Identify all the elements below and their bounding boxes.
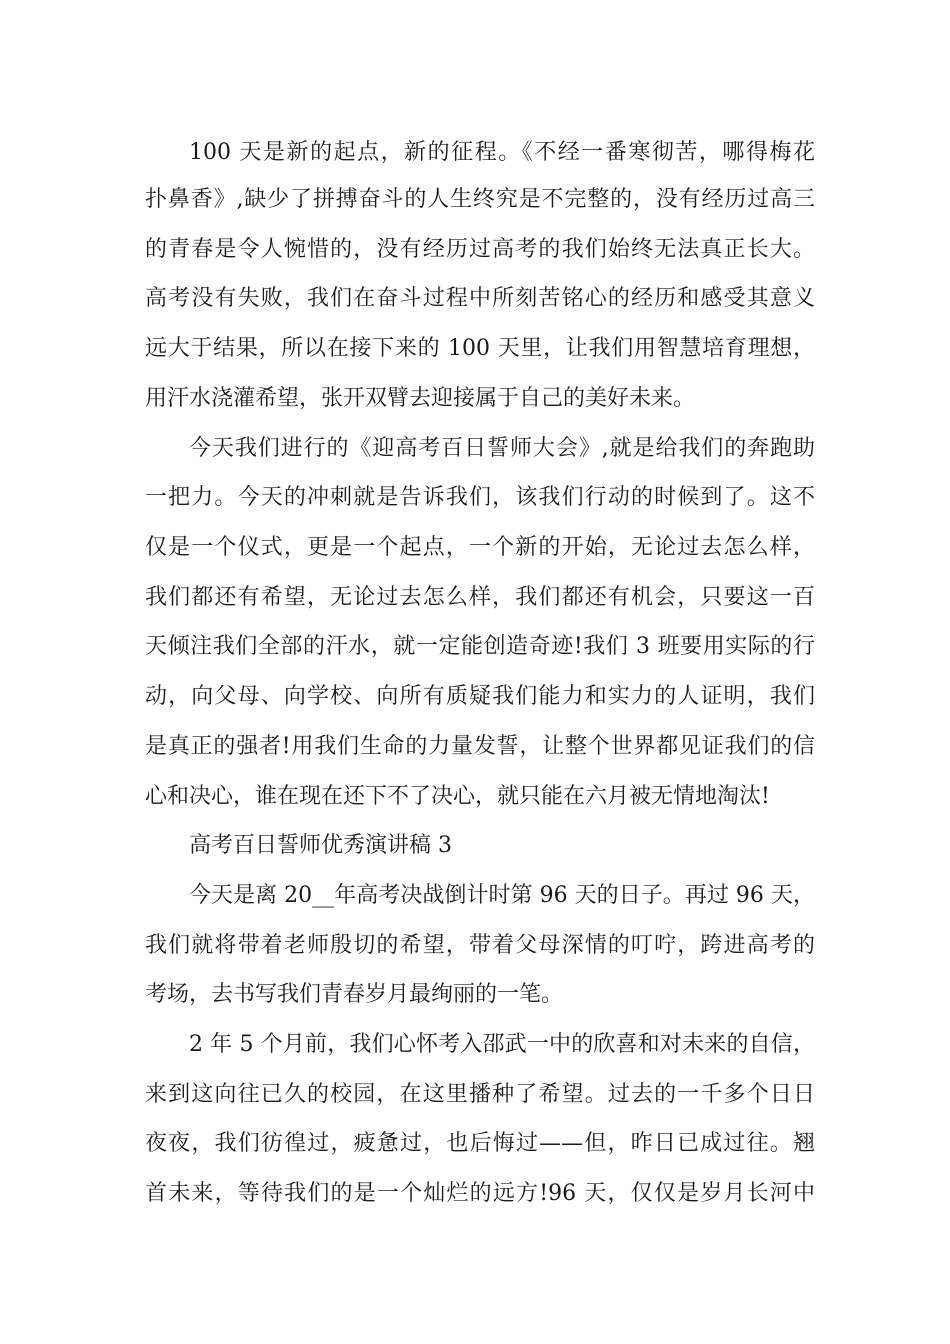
text-line: 天倾注我们全部的汗水，就一定能创造奇迹!我们 3 班要用实际的行 bbox=[145, 634, 815, 659]
text-line: 100 天是新的起点，新的征程。《不经一番寒彻苦，哪得梅花 bbox=[189, 140, 815, 165]
text-line: 今天我们进行的《迎高考百日誓师大会》,就是给我们的奔跑助 bbox=[189, 436, 815, 461]
text-line: 一把力。今天的冲刺就是告诉我们，该我们行动的时候到了。这不 bbox=[145, 485, 815, 510]
text-line: 2 年 5 个月前，我们心怀考入邵武一中的欣喜和对未来的自信， bbox=[189, 1032, 815, 1057]
text-line: 心和决心，谁在现在还下不了决心，就只能在六月被无情地淘汰! bbox=[145, 784, 770, 809]
text-line: 首未来，等待我们的是一个灿烂的远方!96 天，仅仅是岁月长河中 bbox=[145, 1181, 815, 1206]
text-line: 仅是一个仪式，更是一个起点，一个新的开始，无论过去怎么样， bbox=[145, 535, 815, 560]
text-line: 扑鼻香》,缺少了拼搏奋斗的人生终究是不完整的，没有经历过高三 bbox=[145, 187, 815, 212]
text-line: 今天是离 20__年高考决战倒计时第 96 天的日子。再过 96 天， bbox=[189, 883, 815, 908]
text-line: 用汗水浇灌希望，张开双臂去迎接属于自己的美好未来。 bbox=[145, 386, 696, 411]
text-line: 高考没有失败，我们在奋斗过程中所刻苦铭心的经历和感受其意义 bbox=[145, 286, 815, 311]
text-line: 的青春是令人惋惜的，没有经历过高考的我们始终无法真正长大。 bbox=[145, 237, 815, 262]
section-heading: 高考百日誓师优秀演讲稿 3 bbox=[189, 833, 452, 858]
text-line: 动，向父母、向学校、向所有质疑我们能力和实力的人证明，我们 bbox=[145, 684, 815, 709]
text-line: 远大于结果，所以在接下来的 100 天里，让我们用智慧培育理想， bbox=[145, 336, 815, 361]
text-line: 我们就将带着老师殷切的希望，带着父母深情的叮咛，跨进高考的 bbox=[145, 933, 815, 958]
text-line: 夜夜，我们彷徨过，疲惫过，也后悔过——但，昨日已成过往。翘 bbox=[145, 1131, 815, 1156]
text-line: 是真正的强者!用我们生命的力量发誓，让整个世界都见证我们的信 bbox=[145, 734, 815, 759]
text-line: 我们都还有希望，无论过去怎么样，我们都还有机会，只要这一百 bbox=[145, 585, 815, 610]
text-line: 来到这向往已久的校园，在这里播种了希望。过去的一千多个日日 bbox=[145, 1082, 815, 1107]
text-line: 考场，去书写我们青春岁月最绚丽的一笔。 bbox=[145, 982, 564, 1007]
